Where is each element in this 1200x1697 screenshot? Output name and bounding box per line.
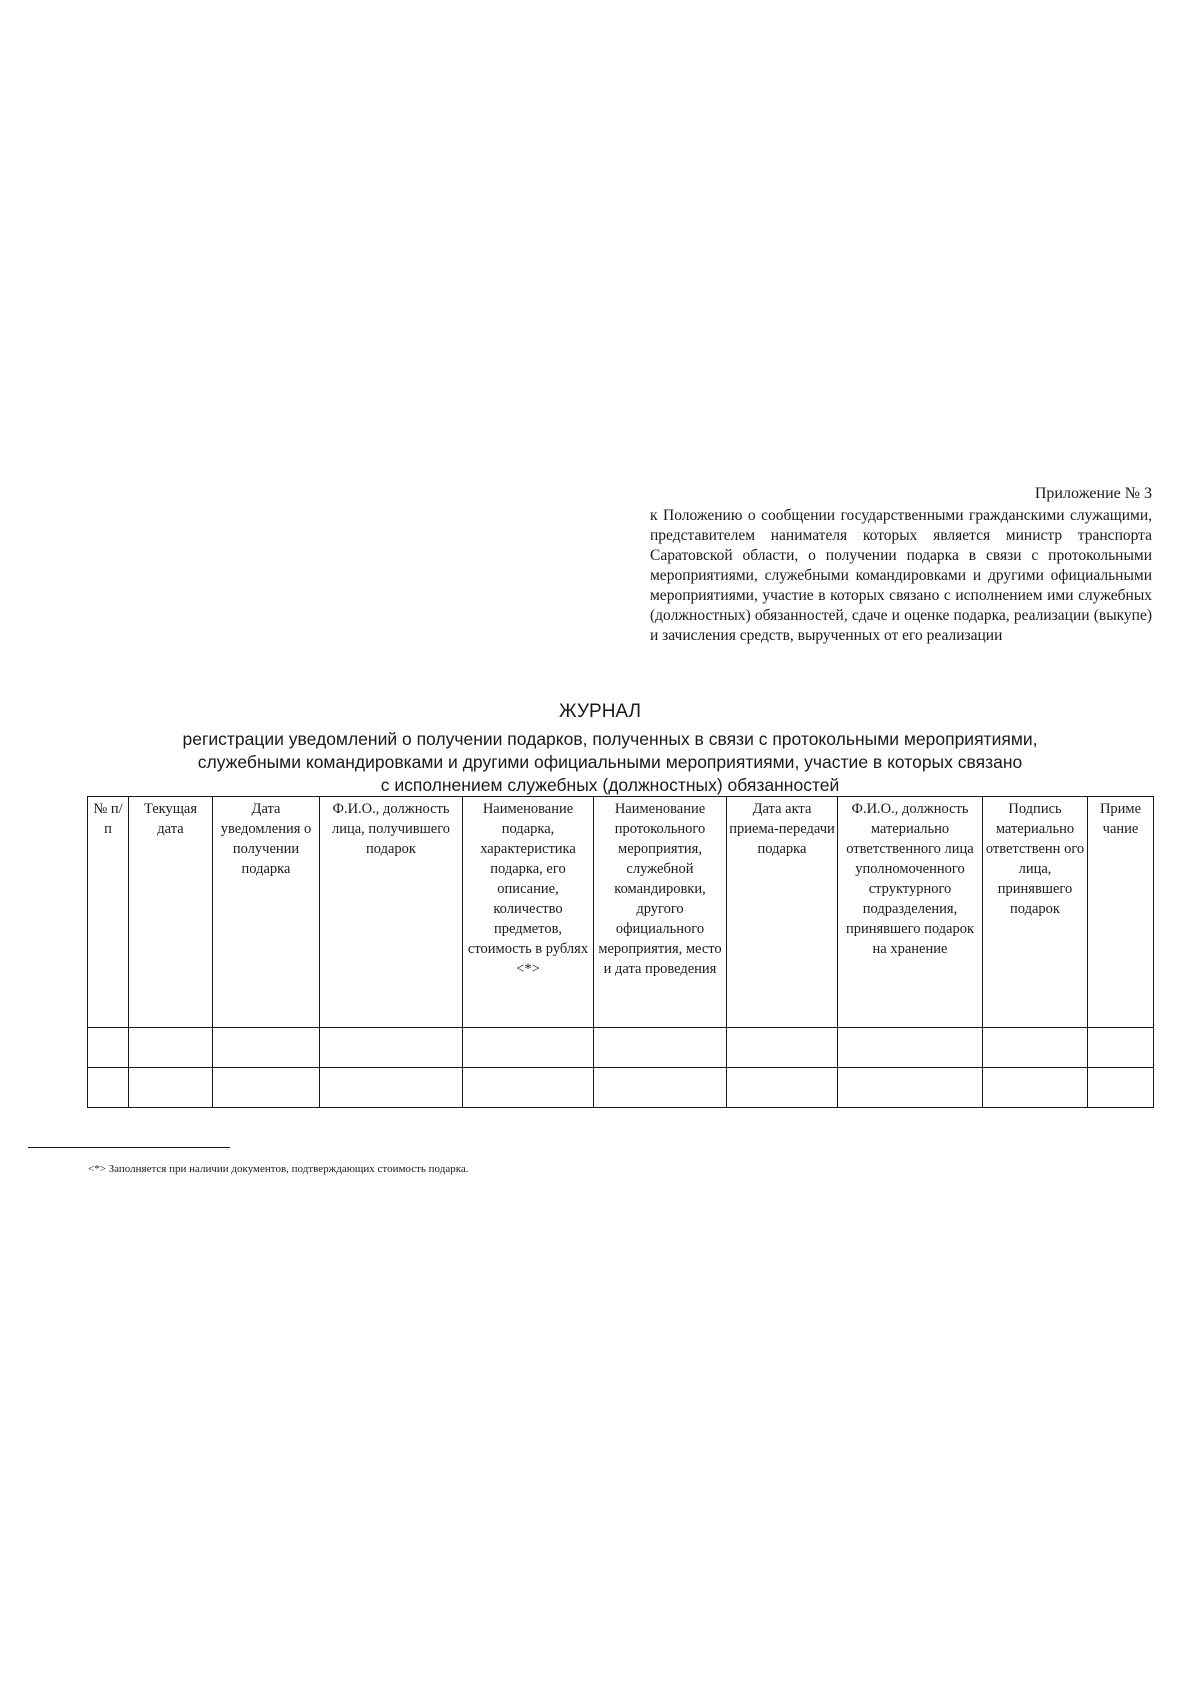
header-cell-event: Наименование протокольного мероприятия, служебной командировки, другого официального мероприятия, место и дата проведения	[594, 797, 727, 1028]
table-cell[interactable]	[1088, 1068, 1154, 1108]
table-cell[interactable]	[594, 1068, 727, 1108]
header-cell-note: Приме чание	[1088, 797, 1154, 1028]
header-cell-notification-date: Дата уведомления о получении подарка	[213, 797, 320, 1028]
table-cell[interactable]	[1088, 1028, 1154, 1068]
header-cell-current-date: Текущая дата	[129, 797, 213, 1028]
journal-title: ЖУРНАЛ	[559, 701, 641, 722]
table-cell[interactable]	[594, 1028, 727, 1068]
header-cell-transfer-act-date: Дата акта приема-передачи подарка	[727, 797, 838, 1028]
table-cell[interactable]	[727, 1028, 838, 1068]
table-cell[interactable]	[213, 1028, 320, 1068]
table-cell[interactable]	[983, 1028, 1088, 1068]
table-cell[interactable]	[320, 1068, 463, 1108]
register-table	[87, 796, 1154, 1108]
table-row	[88, 1028, 1154, 1068]
journal-subtitle	[140, 728, 1080, 797]
header-cell-responsible-person: Ф.И.О., должность материально ответственного лица уполномоченного структурного подразделения, принявшего подарок на хранение	[838, 797, 983, 1028]
header-cell-signature: Подпись материально ответственн ого лица, принявшего подарок	[983, 797, 1088, 1028]
table-cell[interactable]	[88, 1028, 129, 1068]
table-header-row	[88, 797, 1154, 1028]
header-cell-number: № п/п	[88, 797, 129, 1028]
table-cell[interactable]	[463, 1028, 594, 1068]
journal-subtitle-line: служебными командировками и другими официальными мероприятиями, участие в которых связано	[197, 752, 1023, 772]
header-cell-gift-description: Наименование подарка, характеристика подарка, его описание, количество предметов, стоимость в рублях <*>	[463, 797, 594, 1028]
appendix-label: Приложение № 3	[1034, 485, 1152, 502]
table-cell[interactable]	[727, 1068, 838, 1108]
table-cell[interactable]	[129, 1068, 213, 1108]
footnote: <*> Заполняется при наличии документов, подтверждающих стоимость подарка.	[88, 1163, 469, 1175]
journal-subtitle-line: с исполнением служебных (должностных) обязанностей	[380, 775, 840, 795]
appendix-text: к Положению о сообщении государственными гражданскими служащими, представителем нанимателя которых является министр транспорта Саратовской области, о получении подарка в связи с протокольными мероприятиями, служебными командировками и другими официальными мероприятиями, участие в которых связано с исполнением ими служебных (должностных) обязанностей, сдаче и оценке подарка, реализации (выкупе) и зачисления средств, вырученных от его реализации	[650, 507, 1152, 644]
table-cell[interactable]	[463, 1068, 594, 1108]
table-row	[88, 1068, 1154, 1108]
header-cell-recipient: Ф.И.О., должность лица, получившего подарок	[320, 797, 463, 1028]
table-cell[interactable]	[129, 1028, 213, 1068]
table-cell[interactable]	[320, 1028, 463, 1068]
journal-subtitle-line: регистрации уведомлений о получении подарков, полученных в связи с протокольными мероприятиями,	[182, 729, 1038, 749]
table-cell[interactable]	[838, 1068, 983, 1108]
table-cell[interactable]	[213, 1068, 320, 1108]
table-cell[interactable]	[88, 1068, 129, 1108]
footnote-separator	[28, 1147, 230, 1148]
table-cell[interactable]	[838, 1028, 983, 1068]
table-cell[interactable]	[983, 1068, 1088, 1108]
